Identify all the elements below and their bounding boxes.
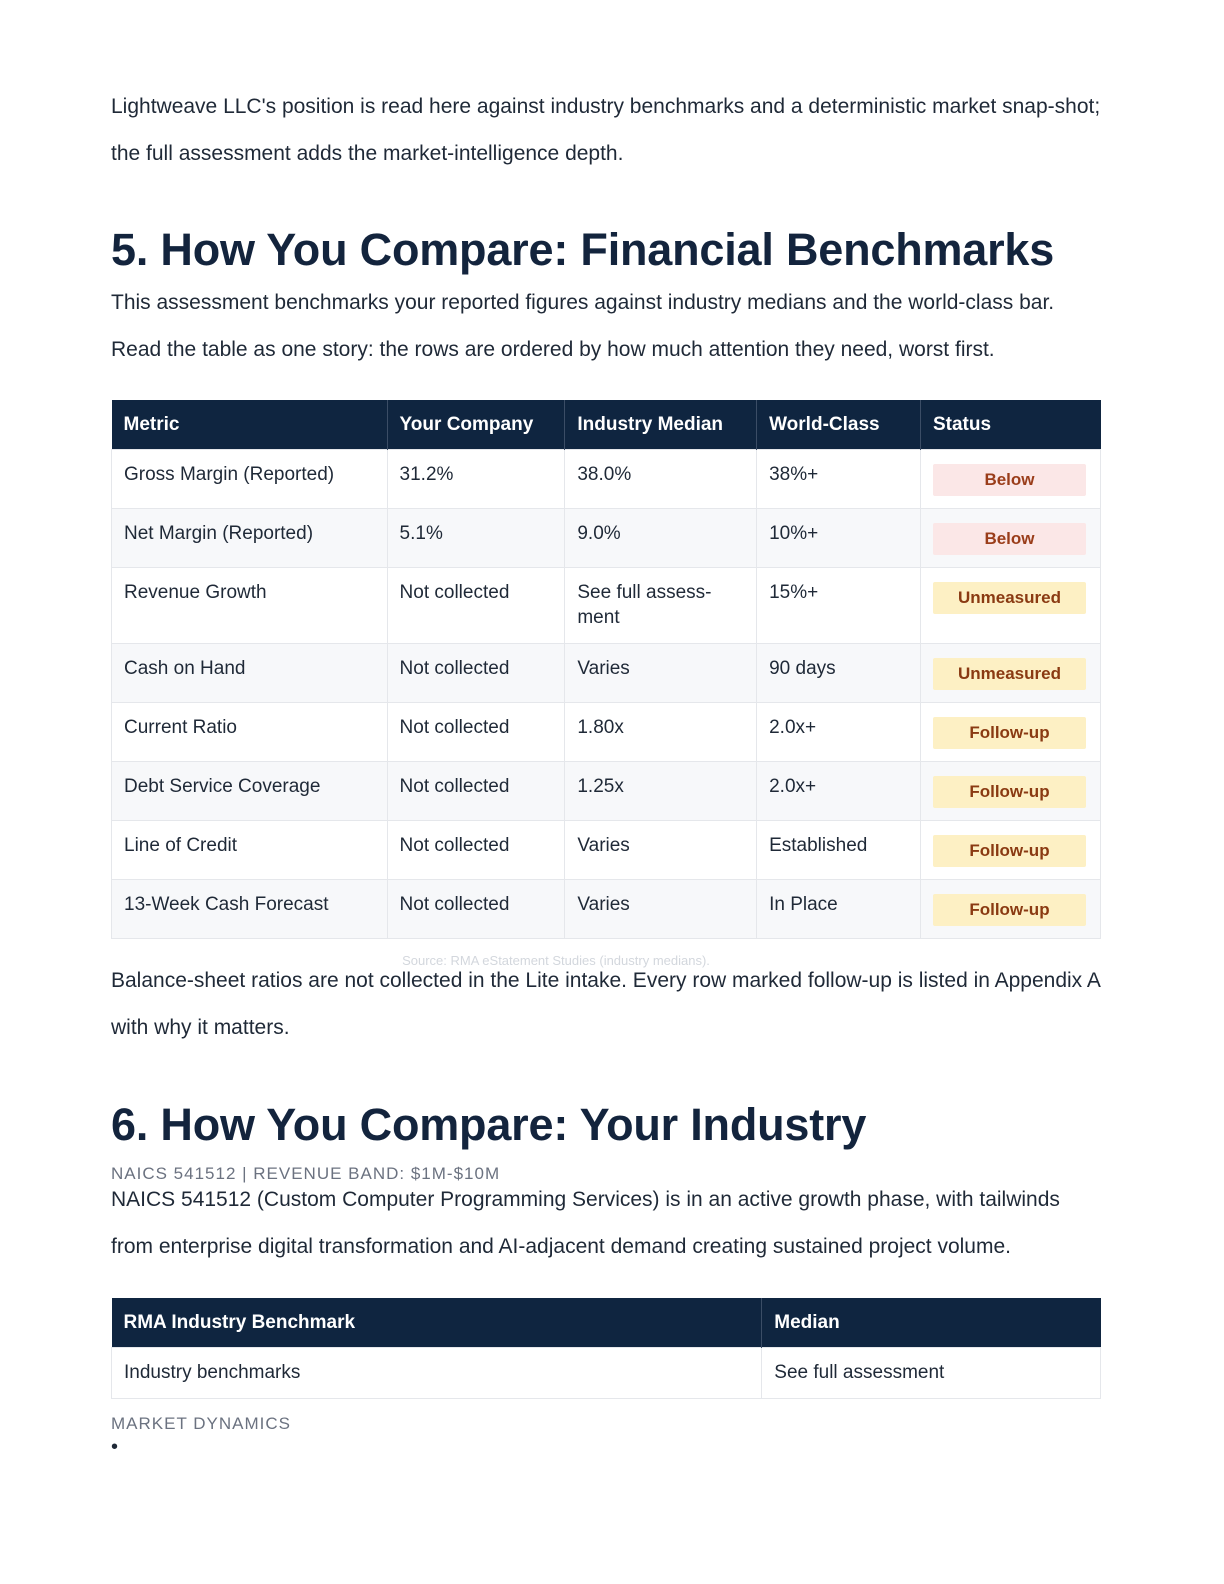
metric-cell: Revenue Growth: [112, 568, 388, 644]
metric-cell: Cash on Hand: [112, 644, 388, 703]
status-cell: [920, 509, 1100, 568]
your-company-cell: Not collected: [387, 762, 565, 821]
industry-median-cell: Varies: [565, 880, 757, 939]
status-badge: Follow-up: [933, 835, 1086, 867]
section-5-intro: This assessment benchmarks your reported figures against industry medians and the world-class bar. Read the table as one story: the rows are ordered by how much attention they need, worst first.: [111, 291, 1055, 361]
metric-cell: Debt Service Coverage: [112, 762, 388, 821]
table-row: [112, 644, 1101, 703]
market-dynamics-label: MARKET DYNAMICS: [111, 1414, 291, 1433]
status-badge: Unmeasured: [933, 582, 1086, 614]
column-header-metric: Metric: [112, 400, 388, 450]
column-header-status: Status: [920, 400, 1100, 450]
your-company-cell: Not collected: [387, 644, 565, 703]
column-header-your-company: Your Company: [387, 400, 565, 450]
status-cell: [920, 568, 1100, 644]
column-header-industry-median: Industry Median: [565, 400, 757, 450]
status-badge: Below: [933, 523, 1086, 555]
table-row: [112, 509, 1101, 568]
table-header-row: [112, 1298, 1101, 1348]
your-company-cell: Not collected: [387, 703, 565, 762]
status-cell: [920, 762, 1100, 821]
financial-benchmarks-table: [111, 400, 1101, 939]
metric-cell: 13-Week Cash Forecast: [112, 880, 388, 939]
industry-median-cell: Varies: [565, 821, 757, 880]
world-class-cell: 15%+: [757, 568, 921, 644]
status-badge: Follow-up: [933, 776, 1086, 808]
section-6-heading: 6. How You Compare: Your Industry: [111, 1099, 867, 1150]
status-cell: [920, 644, 1100, 703]
world-class-cell: 38%+: [757, 450, 921, 509]
metric-cell: Net Margin (Reported): [112, 509, 388, 568]
table-row: [112, 821, 1101, 880]
industry-median-cell: Varies: [565, 644, 757, 703]
median-cell: See full assessment: [762, 1348, 1101, 1399]
world-class-cell: 2.0x+: [757, 703, 921, 762]
world-class-cell: 2.0x+: [757, 762, 921, 821]
list-bullet: •: [111, 1436, 119, 1458]
industry-median-cell: 9.0%: [565, 509, 757, 568]
table-row: [112, 568, 1101, 644]
status-cell: [920, 703, 1100, 762]
world-class-cell: 90 days: [757, 644, 921, 703]
status-badge: Follow-up: [933, 717, 1086, 749]
benchmark-cell: Industry benchmarks: [112, 1348, 762, 1399]
world-class-cell: Established: [757, 821, 921, 880]
table-source-note: Source: RMA eStatement Studies (industry medians).: [402, 953, 710, 968]
section-6-intro: NAICS 541512 (Custom Computer Programming Services) is in an active growth phase, with tailwinds from enterprise digital transformation and AI-adjacent demand creating sustained project volume.: [111, 1188, 1060, 1258]
status-badge: Follow-up: [933, 894, 1086, 926]
section-5-heading: 5. How You Compare: Financial Benchmarks: [111, 224, 1055, 275]
table-row: [112, 450, 1101, 509]
status-badge: Below: [933, 464, 1086, 496]
status-cell: [920, 450, 1100, 509]
status-cell: [920, 821, 1100, 880]
intro-paragraph: Lightweave LLC's position is read here against industry benchmarks and a deterministic market snap-shot; the full assessment adds the market-intelligence depth.: [111, 95, 1101, 165]
status-cell: [920, 880, 1100, 939]
metric-cell: Current Ratio: [112, 703, 388, 762]
industry-median-cell: See full assess-ment: [565, 568, 757, 644]
world-class-cell: In Place: [757, 880, 921, 939]
column-header-world-class: World-Class: [757, 400, 921, 450]
world-class-cell: 10%+: [757, 509, 921, 568]
your-company-cell: Not collected: [387, 880, 565, 939]
status-badge: Unmeasured: [933, 658, 1086, 690]
column-header-median: Median: [762, 1298, 1101, 1348]
industry-benchmark-table: [111, 1298, 1101, 1399]
table-row: [112, 1348, 1101, 1399]
your-company-cell: Not collected: [387, 568, 565, 644]
naics-subheading: NAICS 541512 | REVENUE BAND: $1M-$10M: [111, 1164, 501, 1183]
industry-median-cell: 1.80x: [565, 703, 757, 762]
table-row: [112, 703, 1101, 762]
section-5-followup-paragraph: Balance-sheet ratios are not collected in the Lite intake. Every row marked follow-up is listed in Appendix A with why it matters.: [111, 969, 1100, 1039]
table-header-row: [112, 400, 1101, 450]
industry-median-cell: 38.0%: [565, 450, 757, 509]
metric-cell: Gross Margin (Reported): [112, 450, 388, 509]
column-header-rma-benchmark: RMA Industry Benchmark: [112, 1298, 762, 1348]
industry-median-cell: 1.25x: [565, 762, 757, 821]
your-company-cell: 5.1%: [387, 509, 565, 568]
metric-cell: Line of Credit: [112, 821, 388, 880]
table-row: [112, 880, 1101, 939]
table-row: [112, 762, 1101, 821]
your-company-cell: Not collected: [387, 821, 565, 880]
your-company-cell: 31.2%: [387, 450, 565, 509]
